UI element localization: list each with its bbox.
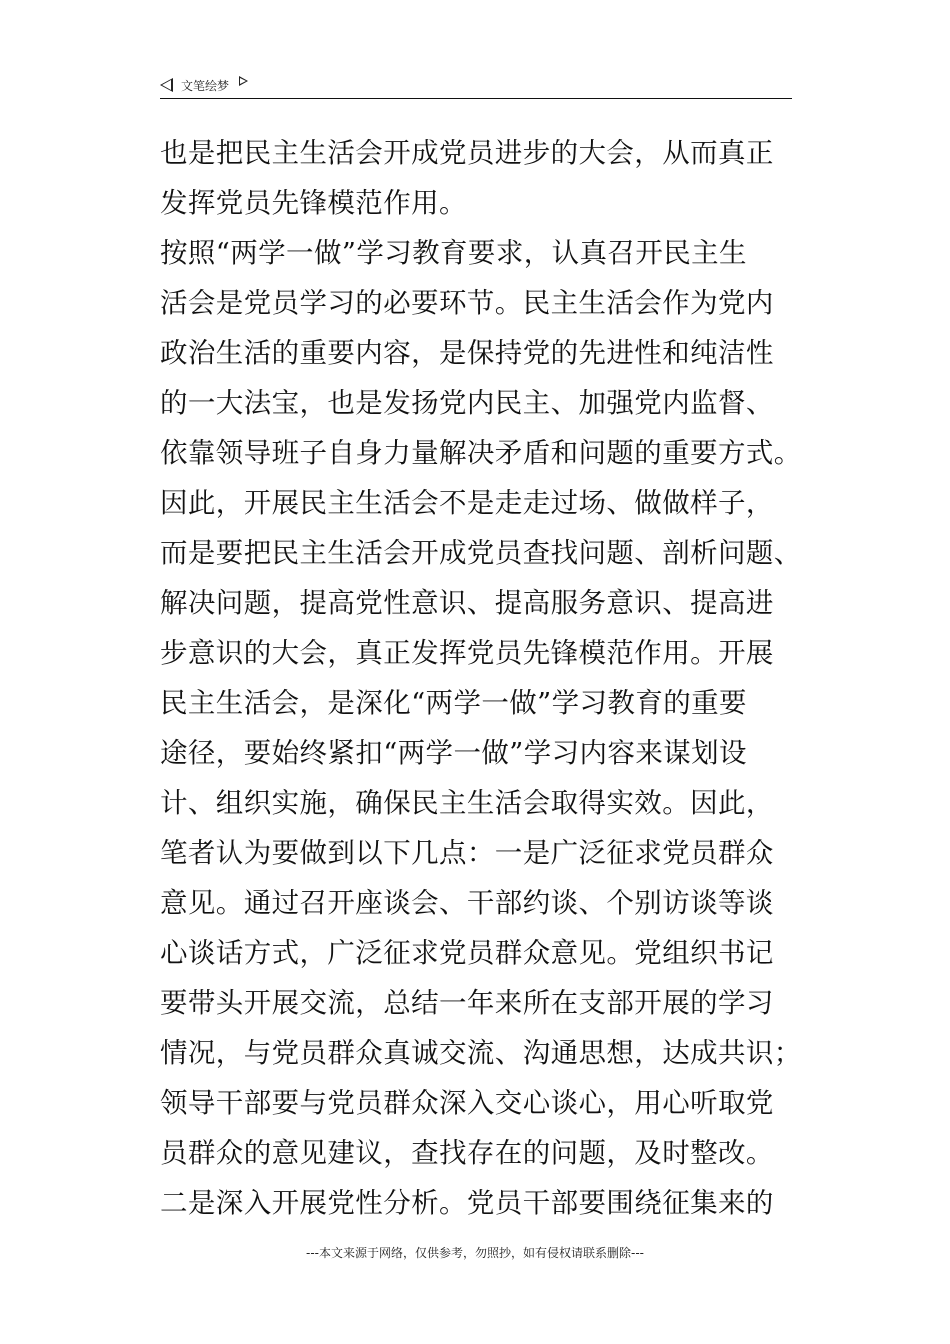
text-line: 二是深入开展党性分析。党员干部要围绕征集来的 (160, 1187, 774, 1219)
text-line: 要带头开展交流，总结一年来所在支部开展的学习 (160, 987, 774, 1019)
text-line: 途径，要始终紧扣“两学一做”学习内容来谋划设 (160, 737, 747, 769)
text-line: 情况，与党员群众真诚交流、沟通思想，达成共识； (160, 1037, 802, 1069)
header-title: 文笔绘梦 (181, 78, 230, 93)
text-line: 笔者认为要做到以下几点：一是广泛征求党员群众 (160, 837, 774, 869)
text-line: 意见。通过召开座谈会、干部约谈、个别访谈等谈 (160, 887, 774, 919)
header-divider (160, 98, 792, 99)
triangle-left-icon (160, 78, 173, 92)
text-line: 按照“两学一做”学习教育要求，认真召开民主生 (160, 237, 747, 269)
text-line: 依靠领导班子自身力量解决矛盾和问题的重要方式。 (160, 437, 802, 469)
text-line: 活会是党员学习的必要环节。民主生活会作为党内 (160, 287, 774, 319)
text-line: 步意识的大会，真正发挥党员先锋模范作用。开展 (160, 637, 774, 669)
page-header (160, 72, 792, 98)
text-line: 民主生活会，是深化“两学一做”学习教育的重要 (160, 687, 747, 719)
text-line: 领导干部要与党员群众深入交心谈心，用心听取党 (160, 1087, 774, 1119)
text-line: 发挥党员先锋模范作用。 (160, 187, 467, 219)
text-line: 政治生活的重要内容，是保持党的先进性和纯洁性 (160, 337, 774, 369)
document-body (160, 128, 820, 1228)
text-line: 也是把民主生活会开成党员进步的大会，从而真正 (160, 137, 774, 169)
text-line: 心谈话方式，广泛征求党员群众意见。党组织书记 (160, 937, 774, 969)
footer-notice: ---本文来源于网络，仅供参考，勿照抄，如有侵权请联系删除--- (306, 1246, 644, 1260)
text-line: 解决问题，提高党性意识、提高服务意识、提高进 (160, 587, 774, 619)
triangle-right-icon (239, 76, 248, 86)
text-line: 计、组织实施，确保民主生活会取得实效。因此， (160, 787, 774, 819)
text-line: 而是要把民主生活会开成党员查找问题、剖析问题、 (160, 537, 802, 569)
text-line: 的一大法宝，也是发扬党内民主、加强党内监督、 (160, 387, 774, 419)
text-line: 因此，开展民主生活会不是走走过场、做做样子， (160, 487, 774, 519)
text-line: 员群众的意见建议，查找存在的问题，及时整改。 (160, 1137, 774, 1169)
